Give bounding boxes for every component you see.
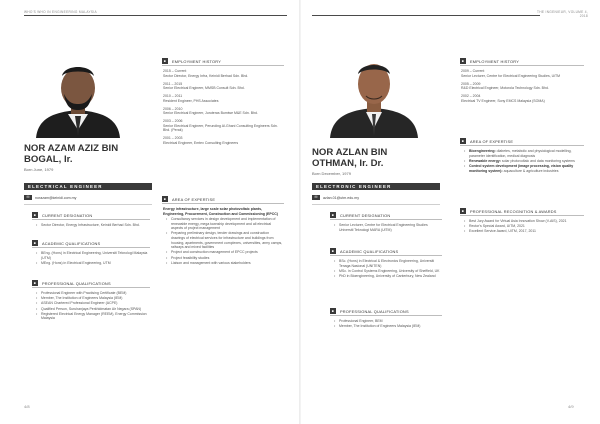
list-item: • Preparing preliminary design, tender drawings and construction drawings of electrical services for infrastructure and buildings from housing, apartments, government complexes, universities, army camps, railways and mixed facilities <box>171 231 284 249</box>
awards-section <box>460 208 584 235</box>
section-title: ACADEMIC QUALIFICATIONS <box>42 240 101 246</box>
job-entry <box>460 94 584 103</box>
section-title: CURRENT DESIGNATION <box>340 212 391 218</box>
page-number: 4/9 <box>568 404 574 409</box>
list-item: • Member, The Institution of Engineers Malaysia (IEM) <box>339 324 442 329</box>
job-entry <box>162 107 284 116</box>
list-item: • MEng. (Hons) in Electrical Engineering, UTM <box>41 261 150 266</box>
section-title: CURRENT DESIGNATION <box>42 212 93 218</box>
list-item: • Best Jury Award for Virtual Asia Innovation Show (V-AIS), 2021 <box>469 219 584 224</box>
section-title: EMPLOYMENT HISTORY <box>470 58 520 64</box>
job-entry <box>460 69 584 78</box>
job-title: Senior Lecturer, Centre for Electrical Engineering Studies, UiTM <box>461 73 561 78</box>
profile-photo <box>26 56 130 138</box>
list-item: • Project feasibility studies <box>171 256 284 261</box>
job-title: Sector Director, Energy Infra, Keinidi Berhad Sdn. Bhd. <box>163 73 249 78</box>
section-title: PROFESSIONAL QUALIFICATIONS <box>42 280 111 286</box>
job-title: Senior Electrical Engineer, Perunding Al-Ghani Consulting Engineers Sdn. Bhd. (Perak) <box>163 123 278 132</box>
list-item <box>469 149 584 158</box>
building-icon: ■ <box>163 59 167 63</box>
divider <box>24 204 152 205</box>
job-years: 2015 – Current <box>163 69 187 73</box>
expertise-section <box>460 138 584 174</box>
email-row <box>24 195 76 200</box>
briefcase-icon: ■ <box>331 213 335 217</box>
list-item: • PhD in Bioengineering, University of Canterbury, New Zealand <box>339 274 442 279</box>
expertise-detail: aquaculture & agriculture industries <box>503 168 559 173</box>
current-designation-section <box>32 212 150 228</box>
expertise-term: Renewable energy: <box>469 158 501 163</box>
job-title: Senior Electrical Engineer, MMSB Consult Sdn. Bhd. <box>163 86 245 90</box>
list-item: • Professional Engineer, BEM <box>339 319 442 324</box>
list-item: • Member, The Institution of Engineers Malaysia (IEM) <box>41 296 150 301</box>
job-entry <box>162 119 284 133</box>
list-item: • Qualified Person, Suruhanjaya Perkhidmatan Air Negara (SPAN) <box>41 307 150 312</box>
award-icon: ■ <box>461 209 465 213</box>
expertise-detail: solar photovoltaic and data monitoring systems <box>501 158 575 163</box>
expertise-section <box>162 196 284 266</box>
job-entry <box>162 136 284 145</box>
job-years: 2010 – 2011 <box>163 94 183 98</box>
building-icon: ■ <box>461 59 465 63</box>
right-page <box>300 0 600 424</box>
graduation-cap-icon: ■ <box>331 249 335 253</box>
email-row <box>312 195 359 200</box>
role-banner: ELECTRONIC ENGINEER <box>312 183 440 190</box>
expertise-lead: Energy infrastructure, large scale solar photovoltaic plants, Engineering, Procurement, Construction and Commissioning (EPCC) <box>163 207 278 216</box>
job-years: 2011 – 2015 <box>163 81 183 86</box>
job-years: 2006 – 2010 <box>163 106 183 111</box>
role-banner: ELECTRICAL ENGINEER <box>24 183 152 190</box>
job-years: 2005 – 2009 <box>461 81 481 86</box>
professional-section <box>330 308 442 329</box>
header-rule <box>312 15 540 16</box>
section-title: EMPLOYMENT HISTORY <box>172 58 222 64</box>
briefcase-icon: ■ <box>33 213 37 217</box>
section-title: PROFESSIONAL QUALIFICATIONS <box>340 308 409 314</box>
certificate-icon: ■ <box>33 281 37 285</box>
email-address[interactable]: azlan.01@utm.edu.my <box>323 195 360 200</box>
gear-icon: ■ <box>461 139 465 143</box>
expertise-detail: diabetes, metabolic and physiological modelling, parameter identification, medical diagnosis <box>469 149 572 158</box>
page-number: 4/8 <box>24 404 30 409</box>
gear-icon: ■ <box>163 197 167 201</box>
list-item <box>469 159 584 164</box>
list-item: • ASEAN Chartered Professional Engineer (ACPE) <box>41 301 150 306</box>
email-address[interactable]: norazam@keinidi.com.my <box>35 195 77 200</box>
header-rule <box>24 15 287 16</box>
employment-section <box>460 58 584 107</box>
list-item: • Rector's Special Award, UiTM, 2021 <box>469 224 584 229</box>
job-title: Electrical Engineer, Emtex Consulting Engineers <box>163 140 239 145</box>
section-title: AREA OF EXPERTISE <box>470 138 514 144</box>
profile-photo <box>322 52 426 138</box>
list-item: • BSc. (Hons) in Electrical & Electronics Engineering, Universiti Tenaga Nasional (UNITEN) <box>339 259 442 268</box>
profile-name: NOR AZLAN BIN OTHMAN, Ir. Dr. <box>312 147 388 169</box>
section-title: PROFESSIONAL RECOGNITION & AWARDS <box>470 208 557 214</box>
section-title: ACADEMIC QUALIFICATIONS <box>340 248 399 254</box>
divider <box>312 204 440 205</box>
birth-date: Born June, 1979 <box>24 167 54 172</box>
job-title: Resident Engineer, PHS Associates <box>163 98 219 103</box>
job-title: Electrical TV Engineer, Sony EMCS Malaysia (SOMA) <box>461 98 545 103</box>
employment-section <box>162 58 284 149</box>
expertise-term: Control system development (image processing, vision quality monitoring system): <box>469 163 574 173</box>
list-item: • Project and construction management of EPCC projects <box>171 250 284 255</box>
certificate-icon: ■ <box>331 309 335 313</box>
email-icon: ✉ <box>312 195 320 200</box>
section-title: AREA OF EXPERTISE <box>172 196 216 202</box>
job-years: 2001 – 2003 <box>163 136 183 140</box>
job-entry <box>460 82 584 91</box>
job-title: Senior Electrical Engineer, Juruteras Bumiwe M&E Sdn. Bhd. <box>163 111 258 115</box>
running-header: THE INGENIEUR, VOLUME 4, 2018 <box>537 10 588 18</box>
job-years: 2009 – Current <box>461 69 485 73</box>
professional-section <box>32 280 150 322</box>
list-item: • MSc. in Control Systems Engineering, University of Sheffield, UK <box>339 269 442 274</box>
job-years: 2002 – 2004 <box>461 94 481 98</box>
academic-section <box>330 248 442 279</box>
job-entry <box>162 82 284 91</box>
list-item: • Registered Electrical Energy Manager (REEM), Energy Commission Malaysia <box>41 312 150 321</box>
list-item: • Sector Director, Energy Infrastructure, Keinidi Berhad Sdn. Bhd. <box>41 223 150 228</box>
list-item: • Liaison and management with various stakeholders <box>171 261 284 266</box>
list-item: • Excellent Service Award, UiTM, 2017, 2011 <box>469 229 584 234</box>
list-item: • Consultancy services in design development and implementation of renewable energy, mega township development and all electrical aspects of project management <box>171 217 284 231</box>
graduation-cap-icon: ■ <box>33 241 37 245</box>
job-title: R&D Electrical Engineer, Motorola Technology Sdn. Bhd. <box>461 86 549 90</box>
list-item: • Senior Lecturer, Centre for Electrical Engineering Studies Universiti Teknologi MARA (UiTM) <box>339 223 442 232</box>
list-item: • BEng. (Hons) in Electrical Engineering, Universiti Teknologi Malaysia (UTM) <box>41 251 150 260</box>
job-years: 2003 – 2006 <box>163 119 183 123</box>
profile-name: NOR AZAM AZIZ BIN BOGAL, Ir. <box>24 143 119 165</box>
list-item <box>469 164 584 173</box>
job-entry <box>162 69 284 78</box>
expertise-term: Bioengineering: <box>469 149 496 153</box>
birth-date: Born December, 1979 <box>312 171 351 176</box>
job-entry <box>162 94 284 103</box>
list-item: • Professional Engineer with Practising Certificate (BEM) <box>41 291 150 296</box>
current-designation-section <box>330 212 442 233</box>
email-icon: ✉ <box>24 195 32 200</box>
running-header: WHO'S WHO IN ENGINEERING MALAYSIA <box>24 10 97 14</box>
academic-section <box>32 240 150 266</box>
